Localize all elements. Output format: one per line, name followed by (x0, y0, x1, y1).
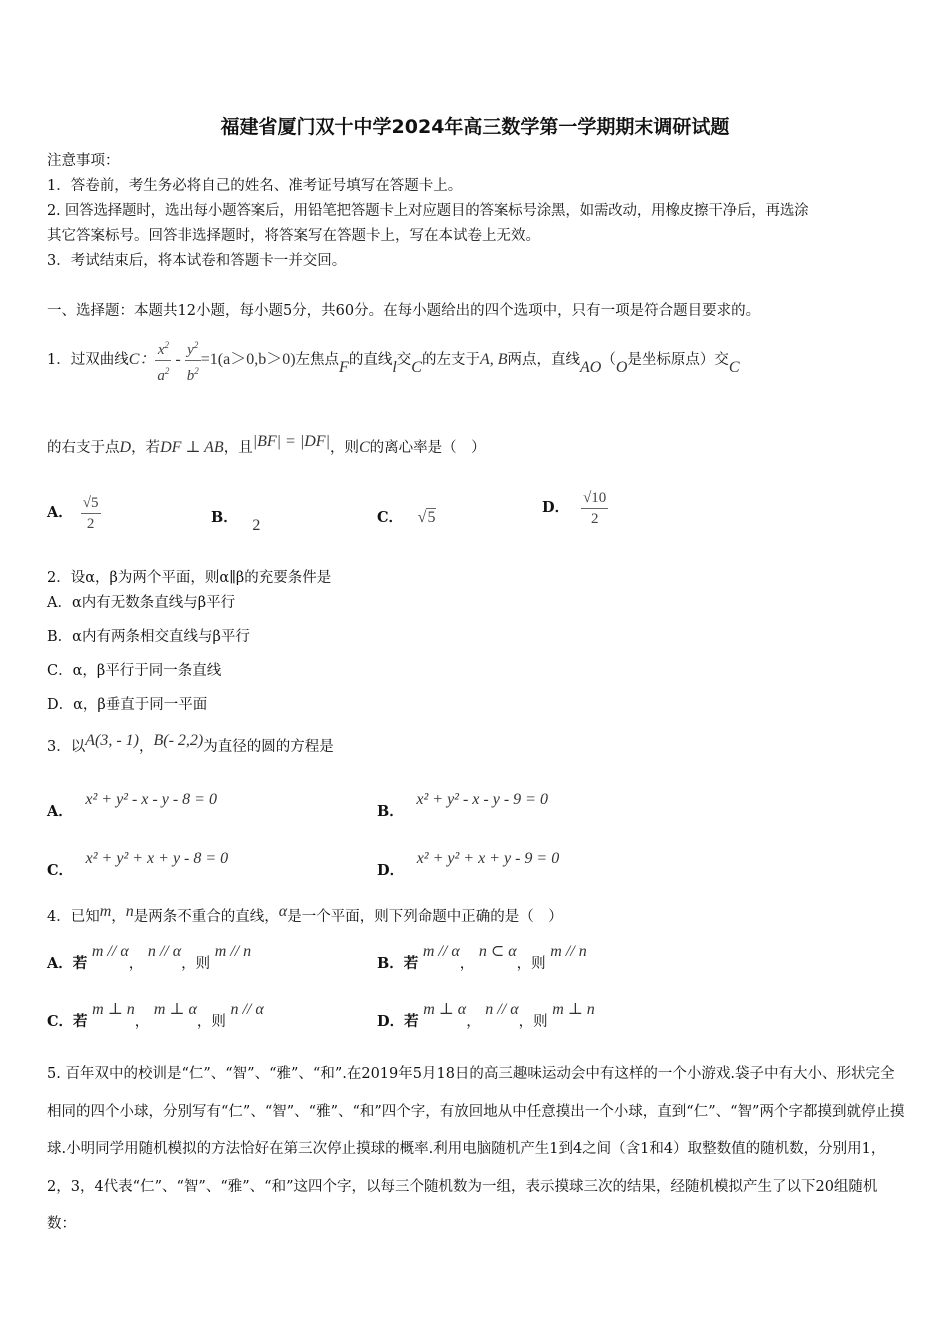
q1-var-AO: AO (580, 359, 602, 376)
option-label: A． (47, 803, 73, 820)
option-label: A．若 (47, 955, 88, 972)
q1-var-l: l (392, 359, 397, 376)
q1-line2-b: ，若 (131, 440, 161, 456)
option-cond-2: n // α (147, 943, 182, 960)
section-heading: 一、选择题：本题共12小题，每小题5分，共60分。在每小题给出的四个选项中，只有一项是符合题目要求的。 (47, 303, 761, 319)
notice-item-2: 2. 回答选择题时，选出每小题答案后，用铅笔把答题卡上对应题目的答案标号涂黑，如需改动，用橡皮擦干净后，再选涂 (47, 203, 809, 219)
q4-option-d[interactable] (377, 1000, 595, 1034)
q1-minus: - (171, 351, 185, 368)
exam-title: 福建省厦门双十中学2024年高三数学第一学期期末调研试题 (220, 116, 730, 138)
option-label: C． (47, 862, 74, 879)
question-4-stem (47, 905, 563, 929)
q1-text-5: 两点，直线 (507, 352, 580, 368)
q4-var-alpha: α (278, 903, 288, 920)
option-then: ，则 (196, 1014, 226, 1030)
frac-denominator: 2 (590, 510, 599, 527)
option-cond-1: m // α (91, 943, 129, 960)
sqrt-expression: √5 (417, 509, 436, 526)
option-cond-2: m ⊥ α (153, 1001, 197, 1018)
q1-line2-d: ，则 (329, 440, 359, 456)
q1-text-2: 的直线 (348, 352, 393, 368)
q4-var-n: n (125, 903, 134, 920)
option-label: D．若 (377, 1013, 419, 1030)
q4-mid: 是两条不重合的直线， (133, 909, 279, 925)
option-cond-2: n ⊂ α (478, 943, 517, 960)
option-label: B．若 (377, 955, 419, 972)
q1-equal: |BF| = |DF| (252, 433, 330, 450)
option-expression: x² + y² + x + y - 9 = 0 (416, 850, 560, 867)
option-cond-2: n // α (485, 1001, 519, 1018)
option-expression: x² + y² - x - y - 9 = 0 (416, 791, 548, 808)
q1-condition: =1(a＞0,b＞0) (200, 351, 296, 368)
q1-text-3: 交 (396, 352, 412, 368)
q2-option-a[interactable]: A．α内有无数条直线与β平行 (47, 595, 236, 611)
q1-text-4: 的左支于 (421, 352, 480, 368)
radicand: 5 (427, 509, 436, 526)
q4-option-b[interactable] (377, 942, 587, 976)
frac-numerator: √10 (581, 488, 608, 509)
frac-numerator: √5 (81, 493, 101, 514)
q1-line2-a: 的右支于点 (47, 440, 120, 456)
option-label: C．若 (47, 1013, 88, 1030)
option-result: m // n (550, 943, 587, 960)
option-label: D． (542, 499, 570, 516)
option-label: C． (377, 509, 404, 526)
option-value: 2 (252, 517, 261, 534)
q4-pre: 4．已知 (47, 909, 100, 925)
notice-item-2-cont: 其它答案标号。回答非选择题时，将答案写在答题卡上，写在本试卷上无效。 (47, 228, 540, 244)
q1-fraction-y: $\frac{y^2}{b^2}$ (185, 335, 201, 386)
q4-option-a[interactable] (47, 942, 251, 976)
q3-option-c[interactable] (47, 849, 228, 881)
option-cond-1: m ⊥ n (92, 1001, 135, 1018)
q3-option-b[interactable] (377, 790, 548, 822)
q1-option-d-fraction (581, 488, 608, 529)
q2-option-c[interactable]: C．α，β平行于同一条直线 (47, 663, 222, 679)
option-expression: x² + y² + x + y - 8 = 0 (85, 850, 229, 867)
option-result: m ⊥ n (552, 1001, 595, 1018)
q1-perp: DF ⊥ AB (160, 439, 224, 456)
q1-number: 1．过双曲线 (47, 352, 129, 368)
option-then: ，则 (516, 956, 546, 972)
q1-option-a-fraction (81, 493, 101, 534)
notice-item-3: 3．考试结束后，将本试卷和答题卡一并交回。 (47, 253, 347, 269)
question-3-stem (47, 732, 334, 762)
option-cond-1: m // α (422, 943, 460, 960)
q3-pre: 3．以 (47, 739, 86, 755)
option-label: B． (211, 509, 238, 526)
q2-option-b[interactable]: B．α内有两条相交直线与β平行 (47, 629, 250, 645)
option-expression: x² + y² - x - y - 8 = 0 (85, 791, 217, 808)
notice-item-1: 1．答卷前，考生务必将自己的姓名、准考证号填写在答题卡上。 (47, 178, 463, 194)
q4-post: 是一个平面，则下列命题中正确的是（ ） (287, 909, 563, 925)
question-5-text: 5. 百年双中的校训是“仁”、“智”、“雅”、“和”.在2019年5月18日的高三趣味运动会中有这样的一个小游戏.袋子中有大小、形状完全相同的四个小球，分别写有“仁”、“智”、“雅”、“和”四个字，有放回地从中任意摸出一个小球，直到“仁”、“智”两个字都摸到就停止摸球.小明同学用随机模拟的方法恰好在第三次停止摸球的概率.利用电脑随机产生1到4之间（含1和4）取整数值的随机数，分别用1，2，3，4代表“仁”、“智”、“雅”、“和”这四个字，以每三个随机数为一组，表示摸球三次的结果，经随机模拟产生了以下20组随机数： (47, 1066, 905, 1232)
q1-var-O: O (615, 359, 628, 376)
q1-line2-e: 的离心率是（ ） (369, 440, 486, 456)
option-sep: ， (459, 956, 475, 972)
q4-var-m: m (99, 903, 112, 920)
option-then: ，则 (518, 1014, 548, 1030)
question-1-line-1 (47, 339, 740, 384)
option-then: ，则 (181, 956, 211, 972)
q3-point-a: A(3, - 1) (85, 732, 139, 749)
q1-curve-name: C： (128, 351, 156, 368)
q1-option-a[interactable] (47, 491, 101, 535)
q1-text-1: 左焦点 (295, 352, 340, 368)
option-cond-1: m ⊥ α (423, 1001, 467, 1018)
q1-var-C2: C (728, 359, 740, 376)
option-label: D． (377, 862, 405, 879)
q1-line2-c: ，且 (223, 440, 253, 456)
q1-option-c[interactable] (377, 508, 436, 528)
option-result: n // α (230, 1001, 264, 1018)
frac-denominator: 2 (86, 515, 95, 532)
q3-post: 为直径的圆的方程是 (203, 739, 334, 755)
q1-var-C: C (411, 359, 422, 376)
q1-text-6: （ (601, 352, 616, 368)
notice-heading: 注意事项： (47, 153, 120, 169)
option-result: m // n (214, 943, 252, 960)
q2-option-d[interactable]: D．α，β垂直于同一平面 (47, 697, 208, 713)
question-1-line-2 (47, 433, 486, 460)
q4-option-c[interactable] (47, 1000, 264, 1034)
q3-option-d[interactable] (377, 849, 559, 881)
option-label: A． (47, 504, 73, 521)
q1-option-d[interactable] (542, 486, 608, 530)
q1-var-C3: C (358, 439, 370, 456)
option-label: B． (377, 803, 404, 820)
q3-point-b: B(- 2,2) (153, 732, 204, 749)
option-sep: ， (134, 1014, 150, 1030)
q1-text-7: 是坐标原点）交 (627, 352, 729, 368)
q3-option-a[interactable] (47, 790, 217, 822)
q1-var-F: F (339, 359, 349, 376)
q3-comma: ， (139, 739, 154, 755)
q1-var-AB: A, B (479, 351, 508, 368)
q1-var-D: D (119, 439, 132, 456)
q1-fraction-x: $\frac{x^2}{a^2}$ (155, 335, 171, 386)
option-sep: ， (466, 1014, 481, 1030)
q1-option-b[interactable] (211, 508, 261, 534)
option-sep: ， (128, 956, 144, 972)
question-2-stem: 2．设α，β为两个平面，则α∥β的充要条件是 (47, 570, 332, 586)
q4-sep: ， (111, 909, 126, 925)
